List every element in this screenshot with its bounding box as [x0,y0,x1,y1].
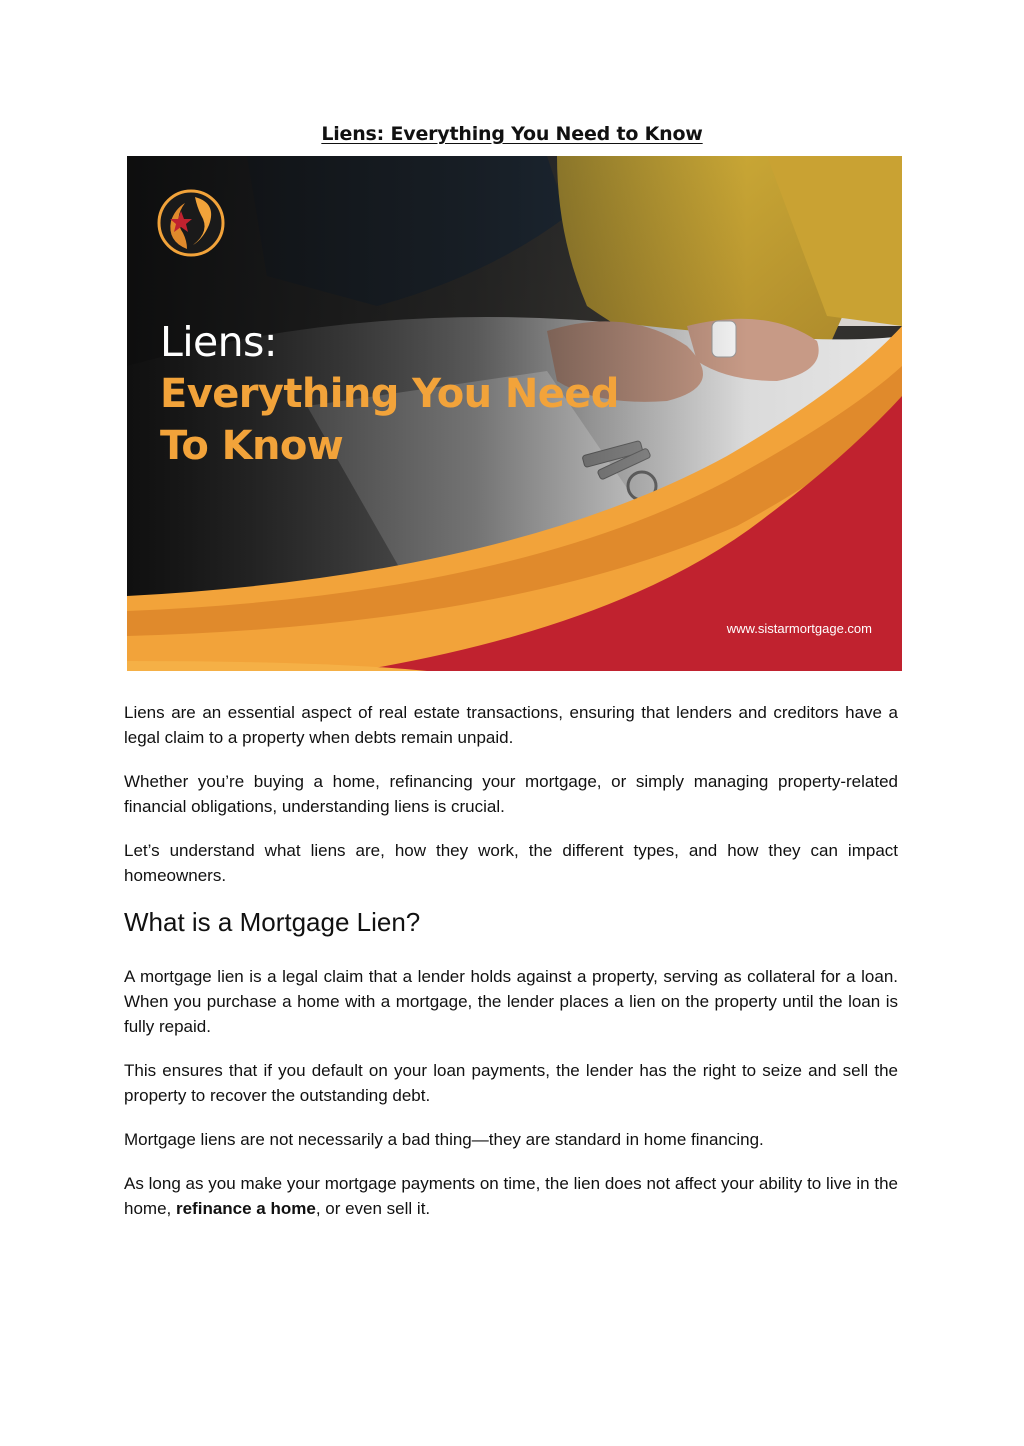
section-heading-mortgage-lien: What is a Mortgage Lien? [124,907,421,937]
hero-line-2: Everything You Need [160,371,619,417]
paragraph-4-text-start: As long as you make your mortgage payments on time, the lien does not affect your ability to live in the home, [124,1174,898,1218]
document-title: Liens: Everything You Need to Know [321,123,703,145]
star-logo-icon [157,189,225,257]
section1-paragraph-3: Mortgage liens are not necessarily a bad thing—they are standard in home financing. [124,1130,764,1149]
hero-headline [160,316,619,472]
intro-paragraph-3: Let’s understand what liens are, how they work, the different types, and how they can impact homeowners. [124,841,898,885]
refinance-a-home-link[interactable]: refinance a home [175,1199,316,1218]
hero-image [127,156,902,671]
hero-line-3: To Know [160,423,344,469]
hero-line-1: Liens: [160,318,278,366]
section1-paragraph-2: This ensures that if you default on your loan payments, the lender has the right to seize and sell the property to recover the outstanding debt. [124,1061,898,1105]
intro-paragraph-2: Whether you’re buying a home, refinancing your mortgage, or simply managing property-related financial obligations, understanding liens is crucial. [124,772,898,816]
intro-paragraph-1: Liens are an essential aspect of real estate transactions, ensuring that lenders and creditors have a legal claim to a property when debts remain unpaid. [124,703,898,747]
hero-website-url: www.sistarmortgage.com [726,621,872,636]
section1-paragraph-1: A mortgage lien is a legal claim that a lender holds against a property, serving as collateral for a loan. When you purchase a home with a mortgage, the lender places a lien on the property until the loan is fully repaid. [124,967,898,1036]
intro-section [124,700,898,1240]
paragraph-4-text-end: , or even sell it. [315,1199,431,1218]
logo [157,189,225,257]
section1-paragraph-4 [124,1171,898,1221]
